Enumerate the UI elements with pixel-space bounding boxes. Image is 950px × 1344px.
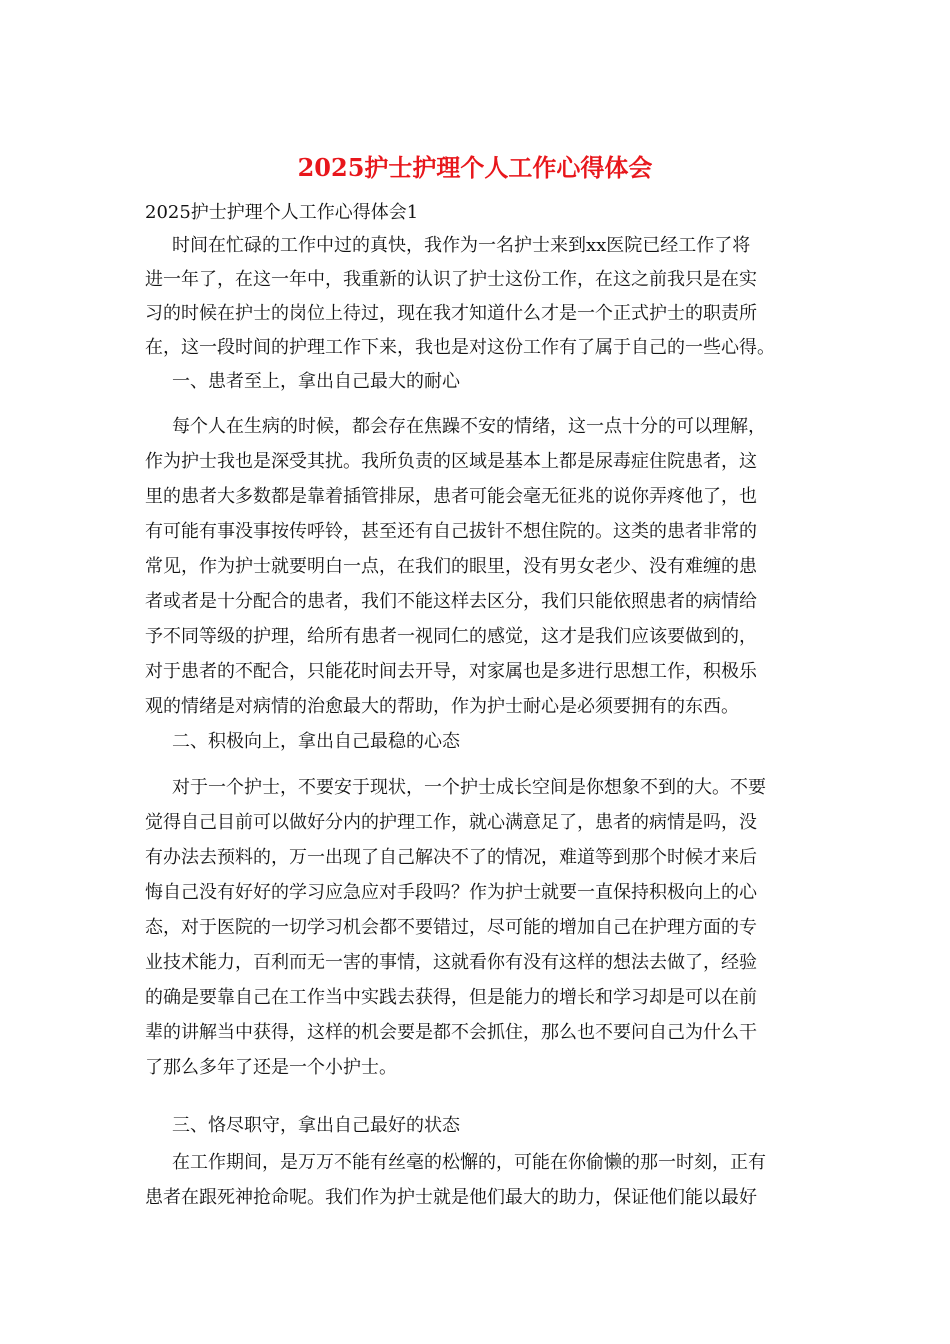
section-heading: 三、恪尽职守，拿出自己最好的状态 xyxy=(172,1115,460,1136)
paragraph-line: 常见，作为护士就要明白一点，在我们的眼里，没有男女老少、没有难缠的患 xyxy=(145,556,757,577)
section-heading: 二、积极向上，拿出自己最稳的心态 xyxy=(172,731,460,752)
paragraph-line: 对于一个护士，不要安于现状，一个护士成长空间是你想象不到的大。不要 xyxy=(172,777,766,798)
paragraph-line: 有办法去预料的，万一出现了自己解决不了的情况，难道等到那个时候才来后 xyxy=(145,847,757,868)
paragraph-line: 辈的讲解当中获得，这样的机会要是都不会抓住，那么也不要问自己为什么干 xyxy=(145,1022,757,1043)
paragraph-line: 了那么多年了还是一个小护士。 xyxy=(145,1057,397,1078)
paragraph-line: 予不同等级的护理，给所有患者一视同仁的感觉，这才是我们应该要做到的， xyxy=(145,626,757,647)
paragraph-line: 里的患者大多数都是靠着插管排尿，患者可能会毫无征兆的说你弄疼他了，也 xyxy=(145,486,757,507)
section-heading: 一、患者至上，拿出自己最大的耐心 xyxy=(172,371,460,392)
paragraph-line: 业技术能力，百利而无一害的事情，这就看你有没有这样的想法去做了，经验 xyxy=(145,952,757,973)
paragraph-line: 态，对于医院的一切学习机会都不要错过，尽可能的增加自己在护理方面的专 xyxy=(145,917,757,938)
paragraph-line: 习的时候在护士的岗位上待过，现在我才知道什么才是一个正式护士的职责所 xyxy=(145,303,757,324)
paragraph-line: 进一年了，在这一年中，我重新的认识了护士这份工作，在这之前我只是在实 xyxy=(145,269,757,290)
document-title: 2025护士护理个人工作心得体会 xyxy=(297,153,653,182)
paragraph-line: 在，这一段时间的护理工作下来，我也是对这份工作有了属于自己的一些心得。 xyxy=(145,337,775,358)
paragraph-line: 者或者是十分配合的患者，我们不能这样去区分，我们只能依照患者的病情给 xyxy=(145,591,757,612)
paragraph-line: 在工作期间，是万万不能有丝毫的松懈的，可能在你偷懒的那一时刻，正有 xyxy=(172,1152,766,1173)
paragraph-line: 时间在忙碌的工作中过的真快，我作为一名护士来到xx医院已经工作了将 xyxy=(172,235,751,256)
paragraph-line: 有可能有事没事按传呼铃，甚至还有自己拔针不想住院的。这类的患者非常的 xyxy=(145,521,757,542)
paragraph-line: 观的情绪是对病情的治愈最大的帮助，作为护士耐心是必须要拥有的东西。 xyxy=(145,696,739,717)
document-subtitle: 2025护士护理个人工作心得体会1 xyxy=(145,202,419,223)
paragraph-line: 对于患者的不配合，只能花时间去开导，对家属也是多进行思想工作，积极乐 xyxy=(145,661,757,682)
paragraph-line: 悔自己没有好好的学习应急应对手段吗？作为护士就要一直保持积极向上的心 xyxy=(145,882,757,903)
paragraph-line: 作为护士我也是深受其扰。我所负责的区域是基本上都是尿毒症住院患者，这 xyxy=(145,451,757,472)
paragraph-line: 患者在跟死神抢命呢。我们作为护士就是他们最大的助力，保证他们能以最好 xyxy=(145,1187,757,1208)
paragraph-line: 每个人在生病的时候，都会存在焦躁不安的情绪，这一点十分的可以理解， xyxy=(172,416,766,437)
paragraph-line: 的确是要靠自己在工作当中实践去获得，但是能力的增长和学习却是可以在前 xyxy=(145,987,757,1008)
paragraph-line: 觉得自己目前可以做好分内的护理工作，就心满意足了，患者的病情是吗，没 xyxy=(145,812,757,833)
